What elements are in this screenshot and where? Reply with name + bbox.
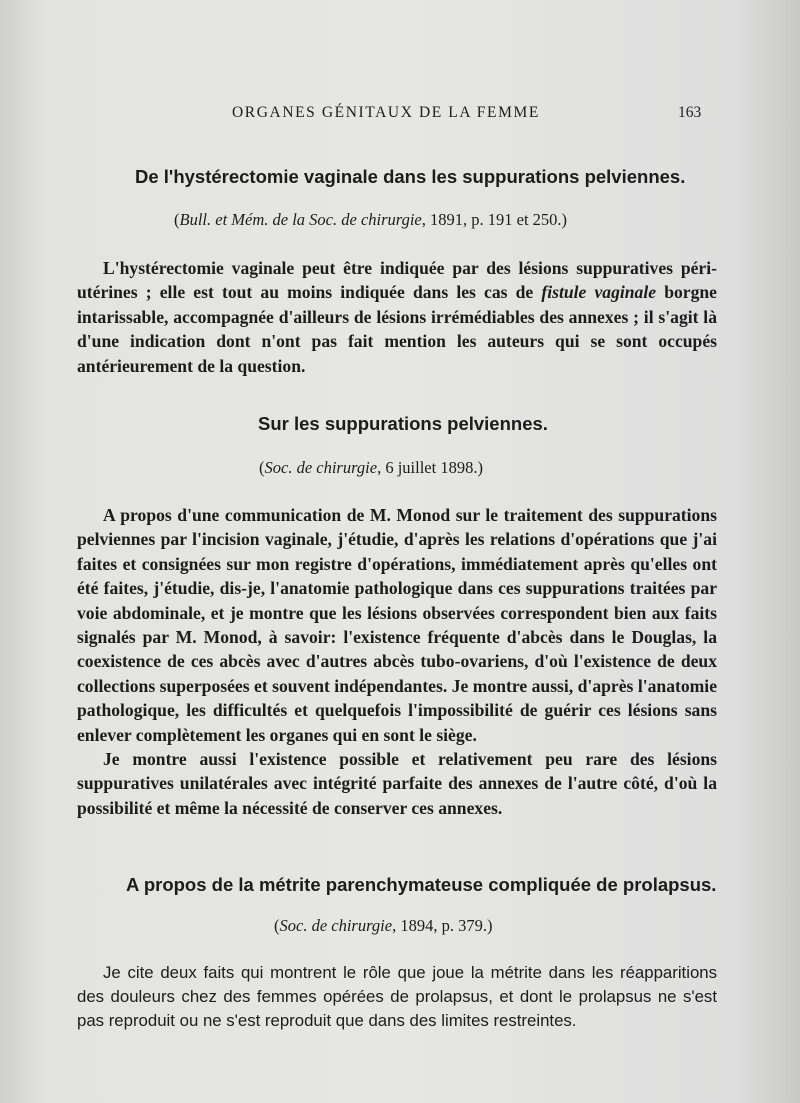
citation-source: Bull. et Mém. de la Soc. de chirurgie — [179, 210, 422, 229]
paragraph — [77, 256, 717, 378]
section-body-metrite — [77, 961, 717, 1033]
citation-source: Soc. de chirurgie — [279, 916, 393, 935]
section-title-hysterectomie: De l'hystérectomie vaginale dans les suppurations pelviennes. — [135, 166, 686, 187]
section-title-suppurations: Sur les suppurations pelviennes. — [258, 413, 548, 434]
citation-metrite — [274, 916, 492, 936]
paragraph-emphasis: fistule vaginale — [541, 282, 657, 303]
paragraph: A propos d'une communication de M. Monod sur le traitement des suppurations pelviennes par l'incision vaginale, j'étudie, d'après les relations d'opérations que j'ai faites et consignées sur mon registre d'opérations, immédiatement après qu'elles ont été faites, j'étudie, dis-je, l'anatomie pathologique dans ces suppurations traitées par voie abdominale, et je montre que les lésions observées correspondent bien aux faits signalés par M. Monod, à savoir: l'existence fréquente d'abcès dans le Douglas, la coexistence de ces abcès avec d'autres abcès tubo-ovariens, d'où l'existence de deux collections superposées et souvent indépendantes. Je montre aussi, d'après l'anatomie pathologique, les difficultés et quelquefois l'impossibilité de guérir ces lésions sans enlever complètement les organes qui en sont le siège. — [77, 505, 717, 745]
citation-source: Soc. de chirurgie — [264, 458, 378, 477]
paragraph: Je montre aussi l'existence possible et relativement peu rare des lésions suppuratives unilatérales avec intégrité parfaite des annexes de l'autre côté, d'où la possibilité et même la nécessité de conserver ces annexes. — [77, 749, 717, 818]
page-number: 163 — [678, 104, 702, 121]
section-title-metrite: A propos de la métrite parenchymateuse compliquée de prolapsus. — [126, 874, 717, 895]
running-title: ORGANES GÉNITAUX DE LA FEMME — [232, 104, 540, 121]
paragraph-text: L'hystérectomie vaginale peut être indiquée par des lésions suppuratives péri-utérines ; elle est tout au moins indiquée dans les cas de — [77, 258, 717, 303]
citation-details: , 1891, p. 191 et 250.) — [421, 210, 568, 229]
paragraph: Je cite deux faits qui montrent le rôle que joue la métrite dans les réapparitions des douleurs chez des femmes opérées de prolapsus, et dont le prolapsus ne s'est pas reproduit ou ne s'est reproduit que dans des limites restreintes. — [77, 963, 717, 1030]
section-body-suppurations — [77, 503, 717, 820]
citation-hysterectomie — [174, 210, 567, 230]
citation-prefix: ( — [174, 210, 180, 229]
page-header — [0, 104, 800, 128]
citation-details: , 6 juillet 1898.) — [377, 458, 483, 477]
section-body-hysterectomie — [77, 256, 717, 378]
citation-details: , 1894, p. 379.) — [392, 916, 493, 935]
citation-prefix: ( — [259, 458, 265, 477]
citation-suppurations — [259, 458, 483, 478]
paragraph-text: borgne intarissable, accompagnée d'ailleurs de lésions irrémédiables des annexes ; il s'agit là d'une indication dont n'ont pas fait mention les auteurs qui se sont occupés antérieurement de la question. — [77, 282, 717, 376]
citation-prefix: ( — [274, 916, 280, 935]
